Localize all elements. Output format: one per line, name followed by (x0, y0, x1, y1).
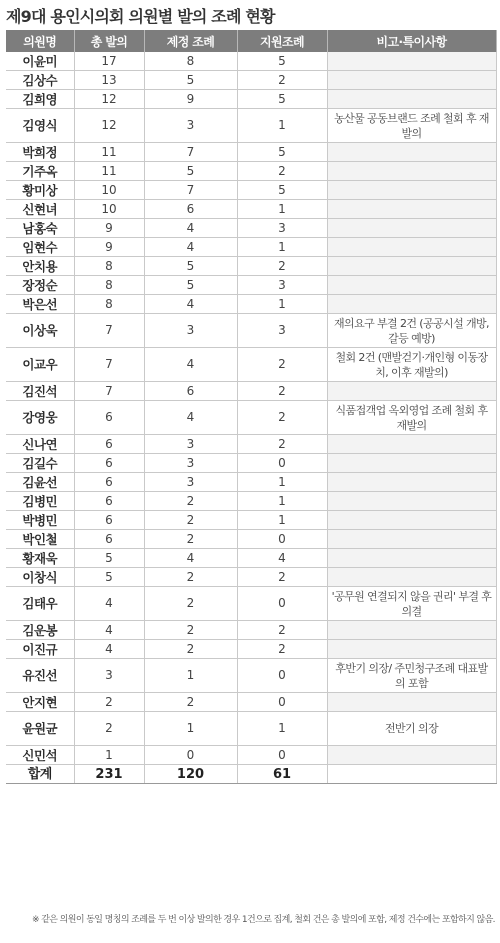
table-row (6, 200, 496, 219)
table-row (6, 473, 496, 492)
cell-support: 2 (237, 621, 327, 640)
table-row (6, 90, 496, 109)
cell-total: 9 (74, 238, 144, 257)
cell-total: 6 (74, 473, 144, 492)
cell-total: 17 (74, 52, 144, 71)
cell-support: 2 (237, 401, 327, 435)
table-row (6, 314, 496, 348)
cell-name: 황미상 (6, 181, 74, 200)
cell-total: 10 (74, 181, 144, 200)
table-row (6, 587, 496, 621)
cell-total: 6 (74, 435, 144, 454)
table-row (6, 530, 496, 549)
cell-total: 7 (74, 382, 144, 401)
cell-enacted: 2 (144, 568, 237, 587)
table-row (6, 295, 496, 314)
cell-name: 이상욱 (6, 314, 74, 348)
cell-total: 1 (74, 746, 144, 765)
cell-support: 1 (237, 109, 327, 143)
cell-support: 2 (237, 257, 327, 276)
cell-support: 0 (237, 587, 327, 621)
cell-note (327, 454, 496, 473)
cell-note (327, 143, 496, 162)
table-row (6, 621, 496, 640)
total-label: 합계 (6, 765, 74, 784)
table-row (6, 492, 496, 511)
cell-name: 기주옥 (6, 162, 74, 181)
cell-name: 장정순 (6, 276, 74, 295)
cell-note (327, 295, 496, 314)
header-enacted: 제정 조례 (144, 30, 237, 52)
header-support: 지원조례 (237, 30, 327, 52)
cell-support: 3 (237, 276, 327, 295)
table-row (6, 52, 496, 71)
table-row (6, 435, 496, 454)
cell-total: 2 (74, 693, 144, 712)
cell-support: 5 (237, 143, 327, 162)
table-row (6, 109, 496, 143)
cell-enacted: 9 (144, 90, 237, 109)
cell-note (327, 52, 496, 71)
cell-support: 5 (237, 181, 327, 200)
cell-total: 5 (74, 568, 144, 587)
cell-support: 0 (237, 659, 327, 693)
ordinance-table (6, 30, 497, 784)
table-row (6, 693, 496, 712)
table-row (6, 549, 496, 568)
total-support: 61 (237, 765, 327, 784)
cell-enacted: 2 (144, 587, 237, 621)
cell-enacted: 3 (144, 435, 237, 454)
cell-support: 1 (237, 295, 327, 314)
cell-enacted: 2 (144, 640, 237, 659)
cell-note (327, 693, 496, 712)
cell-note: 철회 2건 (맨발걷기·개인형 이동장치, 이후 재발의) (327, 348, 496, 382)
cell-support: 2 (237, 162, 327, 181)
cell-enacted: 0 (144, 746, 237, 765)
total-total: 231 (74, 765, 144, 784)
cell-note (327, 219, 496, 238)
cell-enacted: 1 (144, 659, 237, 693)
cell-support: 1 (237, 473, 327, 492)
cell-note (327, 200, 496, 219)
table-header-row (6, 30, 496, 52)
cell-total: 13 (74, 71, 144, 90)
table-row (6, 712, 496, 746)
cell-name: 박병민 (6, 511, 74, 530)
cell-name: 강영웅 (6, 401, 74, 435)
cell-enacted: 2 (144, 530, 237, 549)
cell-enacted: 5 (144, 257, 237, 276)
cell-enacted: 7 (144, 181, 237, 200)
cell-note (327, 71, 496, 90)
cell-support: 3 (237, 314, 327, 348)
cell-note: 전반기 의장 (327, 712, 496, 746)
cell-note (327, 492, 496, 511)
total-enacted: 120 (144, 765, 237, 784)
cell-support: 1 (237, 511, 327, 530)
cell-note (327, 257, 496, 276)
cell-support: 2 (237, 71, 327, 90)
cell-note: 식품접객업 옥외영업 조례 철회 후 재발의 (327, 401, 496, 435)
cell-name: 김희영 (6, 90, 74, 109)
cell-name: 김진석 (6, 382, 74, 401)
cell-note (327, 568, 496, 587)
table-row (6, 276, 496, 295)
cell-name: 박인철 (6, 530, 74, 549)
table-row (6, 401, 496, 435)
cell-support: 5 (237, 52, 327, 71)
cell-enacted: 5 (144, 276, 237, 295)
cell-note (327, 162, 496, 181)
cell-enacted: 3 (144, 454, 237, 473)
cell-note (327, 181, 496, 200)
cell-note: 후반기 의장/ 주민청구조례 대표발의 포함 (327, 659, 496, 693)
page-title: 제9대 용인시의회 의원별 발의 조례 현황 (6, 7, 275, 26)
cell-name: 임현수 (6, 238, 74, 257)
cell-total: 8 (74, 257, 144, 276)
cell-enacted: 3 (144, 109, 237, 143)
cell-enacted: 4 (144, 549, 237, 568)
cell-note: 재의요구 부결 2건 (공공시설 개방, 갈등 예방) (327, 314, 496, 348)
cell-enacted: 1 (144, 712, 237, 746)
cell-note: '공무원 연결되지 않을 권리' 부결 후 의결 (327, 587, 496, 621)
cell-support: 1 (237, 712, 327, 746)
cell-note (327, 435, 496, 454)
cell-name: 박은선 (6, 295, 74, 314)
cell-note (327, 549, 496, 568)
cell-enacted: 8 (144, 52, 237, 71)
cell-name: 안치용 (6, 257, 74, 276)
cell-name: 황재욱 (6, 549, 74, 568)
total-row (6, 765, 496, 784)
cell-support: 2 (237, 382, 327, 401)
cell-enacted: 2 (144, 511, 237, 530)
cell-enacted: 6 (144, 382, 237, 401)
cell-enacted: 5 (144, 71, 237, 90)
cell-total: 2 (74, 712, 144, 746)
table-row (6, 143, 496, 162)
cell-total: 12 (74, 109, 144, 143)
cell-enacted: 4 (144, 401, 237, 435)
cell-enacted: 2 (144, 621, 237, 640)
cell-name: 김길수 (6, 454, 74, 473)
cell-name: 신현녀 (6, 200, 74, 219)
cell-note (327, 276, 496, 295)
cell-enacted: 5 (144, 162, 237, 181)
cell-total: 7 (74, 314, 144, 348)
cell-support: 4 (237, 549, 327, 568)
cell-enacted: 4 (144, 238, 237, 257)
cell-note (327, 511, 496, 530)
cell-note (327, 640, 496, 659)
cell-total: 6 (74, 492, 144, 511)
cell-name: 김병민 (6, 492, 74, 511)
cell-note: 농산물 공동브랜드 조례 철회 후 재발의 (327, 109, 496, 143)
cell-note (327, 382, 496, 401)
cell-total: 4 (74, 640, 144, 659)
cell-support: 3 (237, 219, 327, 238)
cell-support: 2 (237, 568, 327, 587)
cell-total: 4 (74, 587, 144, 621)
cell-note (327, 473, 496, 492)
cell-enacted: 4 (144, 348, 237, 382)
cell-enacted: 3 (144, 314, 237, 348)
cell-total: 7 (74, 348, 144, 382)
cell-enacted: 4 (144, 219, 237, 238)
cell-support: 0 (237, 530, 327, 549)
table-row (6, 181, 496, 200)
cell-support: 2 (237, 435, 327, 454)
cell-name: 이진규 (6, 640, 74, 659)
cell-enacted: 6 (144, 200, 237, 219)
cell-name: 유진선 (6, 659, 74, 693)
cell-total: 6 (74, 454, 144, 473)
table-body (6, 52, 496, 765)
cell-name: 김윤선 (6, 473, 74, 492)
cell-name: 이교우 (6, 348, 74, 382)
table-row (6, 382, 496, 401)
cell-support: 0 (237, 746, 327, 765)
cell-name: 남홍숙 (6, 219, 74, 238)
cell-total: 11 (74, 143, 144, 162)
table-row (6, 238, 496, 257)
cell-total: 6 (74, 401, 144, 435)
cell-name: 신나연 (6, 435, 74, 454)
footnote: ※ 같은 의원이 동일 명칭의 조례를 두 번 이상 발의한 경우 1건으로 집계, 철회 건은 총 발의에 포함, 제정 건수에는 포함하지 않음. (32, 915, 495, 925)
cell-enacted: 2 (144, 693, 237, 712)
cell-name: 이윤미 (6, 52, 74, 71)
cell-enacted: 7 (144, 143, 237, 162)
header-total: 총 발의 (74, 30, 144, 52)
cell-total: 6 (74, 511, 144, 530)
cell-enacted: 4 (144, 295, 237, 314)
table-row (6, 219, 496, 238)
cell-total: 3 (74, 659, 144, 693)
cell-name: 안지현 (6, 693, 74, 712)
cell-support: 0 (237, 454, 327, 473)
cell-name: 이창식 (6, 568, 74, 587)
total-note (327, 765, 496, 784)
cell-note (327, 238, 496, 257)
cell-support: 1 (237, 492, 327, 511)
cell-name: 신민석 (6, 746, 74, 765)
cell-support: 1 (237, 238, 327, 257)
cell-total: 8 (74, 295, 144, 314)
cell-note (327, 746, 496, 765)
cell-total: 10 (74, 200, 144, 219)
header-note: 비고·특이사항 (327, 30, 496, 52)
cell-name: 김영식 (6, 109, 74, 143)
cell-total: 8 (74, 276, 144, 295)
cell-total: 5 (74, 549, 144, 568)
cell-total: 11 (74, 162, 144, 181)
cell-total: 4 (74, 621, 144, 640)
table-row (6, 568, 496, 587)
cell-support: 5 (237, 90, 327, 109)
table-row (6, 511, 496, 530)
cell-support: 1 (237, 200, 327, 219)
table-row (6, 71, 496, 90)
cell-name: 윤원균 (6, 712, 74, 746)
cell-name: 박희정 (6, 143, 74, 162)
table-row (6, 640, 496, 659)
cell-total: 9 (74, 219, 144, 238)
table-row (6, 348, 496, 382)
cell-note (327, 90, 496, 109)
cell-enacted: 2 (144, 492, 237, 511)
table-row (6, 162, 496, 181)
cell-support: 2 (237, 640, 327, 659)
table-row (6, 454, 496, 473)
header-name: 의원명 (6, 30, 74, 52)
cell-total: 12 (74, 90, 144, 109)
table-row (6, 659, 496, 693)
table-row (6, 257, 496, 276)
cell-note (327, 621, 496, 640)
cell-name: 김태우 (6, 587, 74, 621)
cell-note (327, 530, 496, 549)
cell-total: 6 (74, 530, 144, 549)
cell-name: 김상수 (6, 71, 74, 90)
cell-support: 0 (237, 693, 327, 712)
table-row (6, 746, 496, 765)
cell-enacted: 3 (144, 473, 237, 492)
cell-name: 김운봉 (6, 621, 74, 640)
cell-support: 2 (237, 348, 327, 382)
